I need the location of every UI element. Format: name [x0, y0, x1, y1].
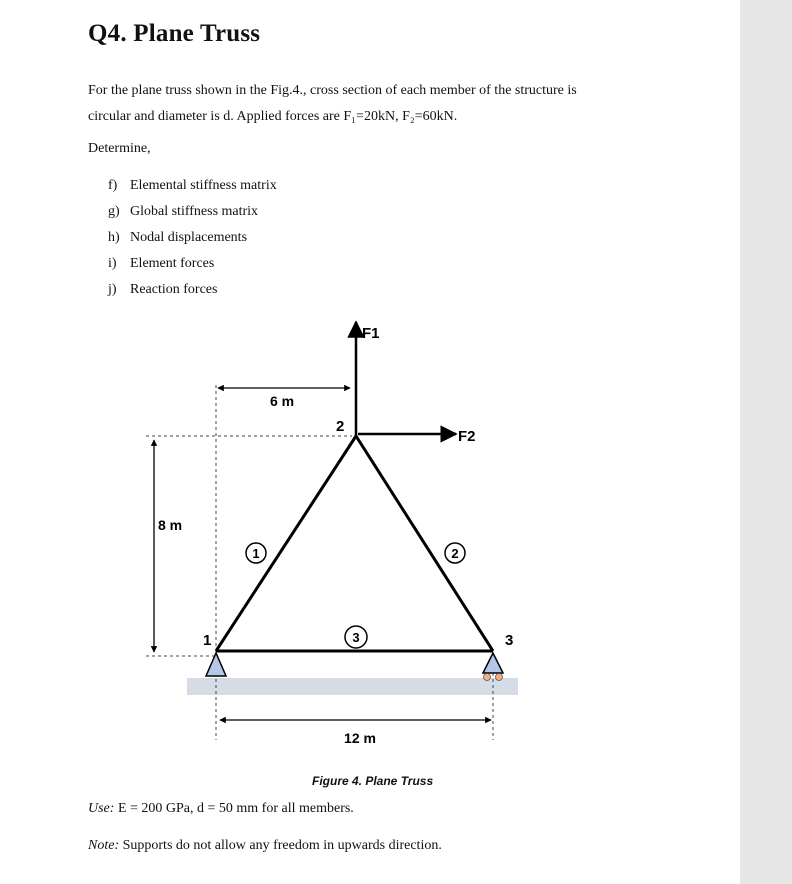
list-item-text: Nodal displacements	[130, 230, 248, 245]
use-text: E = 200 GPa, d = 50 mm for all members.	[114, 801, 354, 816]
figure-caption: Figure 4. Plane Truss	[312, 774, 434, 788]
use-label: Use:	[88, 801, 115, 816]
dimension-6m-label: 6 m	[269, 393, 295, 409]
problem-statement	[88, 78, 648, 130]
list-item	[108, 228, 277, 254]
list-item-text: Elemental stiffness matrix	[130, 178, 277, 193]
truss-member-1	[216, 436, 356, 651]
roller-wheel-icon	[484, 674, 491, 681]
node-2-label: 2	[336, 418, 345, 435]
determine-label: Determine,	[88, 141, 151, 156]
list-marker: i)	[108, 256, 117, 271]
force-f1-label: F1	[362, 325, 380, 342]
list-marker: g)	[108, 204, 120, 219]
task-list	[108, 176, 277, 306]
element-2-label: 2	[451, 546, 459, 561]
truss-figure	[0, 300, 740, 770]
dimension-8m-label: 8 m	[158, 517, 183, 533]
list-item	[108, 254, 277, 280]
list-item	[108, 176, 277, 202]
list-item-text: Global stiffness matrix	[130, 204, 259, 219]
list-marker: j)	[108, 282, 117, 297]
element-3-label: 3	[352, 630, 360, 645]
support-note	[88, 838, 442, 854]
element-1-label: 1	[252, 546, 260, 561]
note-text: Supports do not allow any freedom in upwards direction.	[119, 838, 442, 853]
roller-support-node-3	[483, 653, 503, 673]
node-3-label: 3	[505, 632, 514, 649]
roller-wheel-icon	[496, 674, 503, 681]
note-label: Note:	[88, 838, 120, 853]
force-f2-label: F2	[458, 428, 476, 445]
truss-member-2	[356, 436, 493, 651]
list-marker: f)	[108, 178, 118, 193]
statement-line-1: For the plane truss shown in the Fig.4., cross section of each member of the structure is	[88, 83, 577, 98]
node-1-label: 1	[203, 632, 212, 649]
list-item-text: Element forces	[130, 256, 215, 271]
list-item	[108, 202, 277, 228]
dimension-12m-label: 12 m	[344, 730, 376, 746]
list-marker: h)	[108, 230, 120, 245]
list-item-text: Reaction forces	[130, 282, 218, 297]
question-title: Q4. Plane Truss	[88, 20, 261, 47]
use-note	[88, 801, 354, 817]
ground-surface	[187, 678, 518, 695]
statement-line-2: circular and diameter is d. Applied forces are F₁=20kN, F₂=60kN.	[88, 109, 458, 124]
